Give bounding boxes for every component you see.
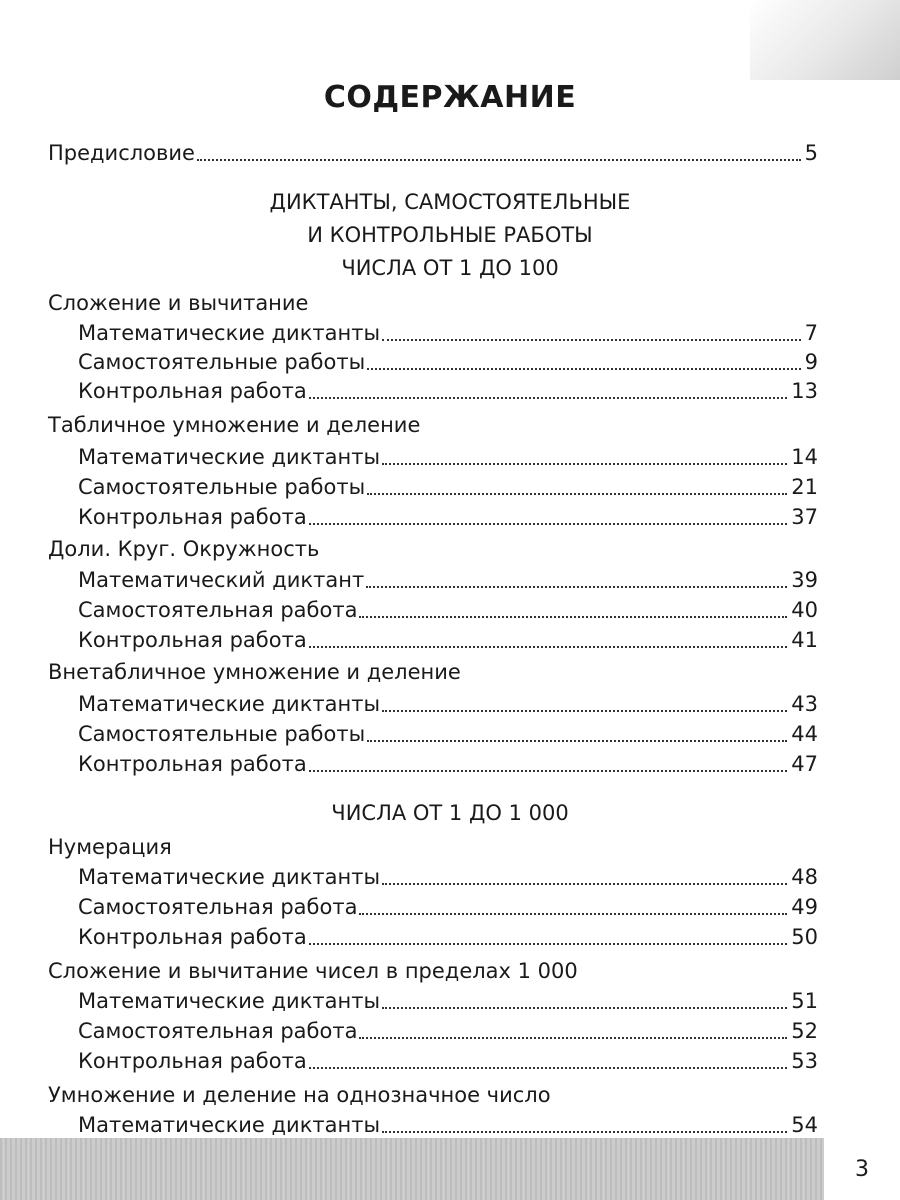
- toc-entry-page: 53: [791, 1049, 818, 1073]
- section-title: Доли. Круг. Окружность: [48, 537, 320, 561]
- dot-leader: [359, 616, 787, 618]
- dot-leader: [309, 770, 788, 772]
- toc-entry-label: Математические диктанты: [78, 865, 381, 889]
- toc-entry-label: Самостоятельная работа: [78, 598, 358, 622]
- toc-entry-page: 7: [804, 321, 818, 345]
- toc-entry: [78, 376, 818, 406]
- dot-leader: [366, 586, 787, 588]
- dot-leader: [382, 1007, 787, 1009]
- dot-leader: [197, 159, 801, 161]
- part-heading-1-100: ЧИСЛА ОТ 1 ДО 100: [341, 256, 559, 280]
- toc-entry-label: Математические диктанты: [78, 692, 381, 716]
- toc-entry-page: 14: [791, 445, 818, 469]
- toc-entry-page: 51: [791, 989, 818, 1013]
- section-title: Табличное умножение и деление: [48, 413, 421, 437]
- toc-entry-page: 21: [791, 475, 818, 499]
- toc-entry: [78, 347, 818, 377]
- toc-entry-label: Самостоятельные работы: [78, 475, 366, 499]
- toc-entry: [78, 442, 818, 472]
- toc-entry-label: Математический диктант: [78, 568, 365, 592]
- toc-entry-label: Контрольная работа: [78, 1049, 307, 1073]
- toc-entry-page: 49: [791, 895, 818, 919]
- toc-entry-label: Предисловие: [48, 141, 195, 165]
- bottom-strip: [0, 1138, 900, 1200]
- toc-entry-page: 41: [791, 628, 818, 652]
- section-title: Нумерация: [48, 835, 172, 859]
- toc-entry-page: 50: [791, 925, 818, 949]
- toc-entry-label: Самостоятельная работа: [78, 895, 358, 919]
- dot-leader: [309, 943, 788, 945]
- dot-leader: [382, 1131, 787, 1133]
- toc-entry-preface: [48, 138, 818, 168]
- dot-leader: [309, 397, 788, 399]
- section-title: Внетабличное умножение и деление: [48, 660, 461, 684]
- toc-entry-label: Математические диктанты: [78, 1113, 381, 1137]
- section-title: Сложение и вычитание: [48, 291, 309, 315]
- toc-entry-page: 47: [791, 752, 818, 776]
- toc-entry-label: Контрольная работа: [78, 379, 307, 403]
- toc-entry: [78, 689, 818, 719]
- toc-entry-page: 43: [791, 692, 818, 716]
- toc-entry: [78, 986, 818, 1016]
- toc-entry-page: 13: [791, 379, 818, 403]
- toc-entry: [78, 1110, 818, 1140]
- toc-entry: [78, 1046, 818, 1076]
- toc-entry: [78, 862, 818, 892]
- toc-entry-label: Контрольная работа: [78, 628, 307, 652]
- heading-line-2: И КОНТРОЛЬНЫЕ РАБОТЫ: [307, 223, 593, 247]
- toc-entry-label: Математические диктанты: [78, 989, 381, 1013]
- toc-entry: [78, 565, 818, 595]
- page-number: 3: [824, 1138, 900, 1200]
- toc-entry-page: 40: [791, 598, 818, 622]
- dot-leader: [309, 1067, 788, 1069]
- toc-entry-label: Самостоятельная работа: [78, 1019, 358, 1043]
- toc-entry: [78, 749, 818, 779]
- toc-entry-label: Контрольная работа: [78, 925, 307, 949]
- dot-leader: [382, 883, 787, 885]
- page-title: СОДЕРЖАНИЕ: [323, 80, 577, 115]
- toc-entry-label: Математические диктанты: [78, 321, 381, 345]
- toc-entry-page: 44: [791, 722, 818, 746]
- section-title: Сложение и вычитание чисел в пределах 1 000: [48, 959, 578, 983]
- toc-entry-label: Математические диктанты: [78, 445, 381, 469]
- dot-leader: [309, 646, 788, 648]
- dot-leader: [367, 368, 800, 370]
- toc-entry-label: Контрольная работа: [78, 752, 307, 776]
- heading-line-1: ДИКТАНТЫ, САМОСТОЯТЕЛЬНЫЕ: [269, 190, 631, 214]
- dot-leader: [367, 740, 787, 742]
- section-title: Умножение и деление на однозначное число: [48, 1083, 551, 1107]
- toc-entry-page: 39: [791, 568, 818, 592]
- toc-entry: [78, 892, 818, 922]
- toc-entry: [78, 595, 818, 625]
- toc-entry: [78, 472, 818, 502]
- dot-leader: [359, 913, 787, 915]
- dot-leader: [382, 710, 787, 712]
- toc-entry-label: Контрольная работа: [78, 505, 307, 529]
- toc-entry-page: 9: [804, 350, 818, 374]
- toc-entry: [78, 1016, 818, 1046]
- part-heading-1-1000: ЧИСЛА ОТ 1 ДО 1 000: [331, 801, 569, 825]
- toc-entry-page: 48: [791, 865, 818, 889]
- toc-entry-page: 54: [791, 1113, 818, 1137]
- toc-entry-page: 37: [791, 505, 818, 529]
- toc-entry-page: 5: [804, 141, 818, 165]
- toc-entry: [78, 502, 818, 532]
- dot-leader: [382, 339, 801, 341]
- dot-leader: [367, 493, 787, 495]
- corner-shadow: [750, 0, 900, 80]
- toc-entry: [78, 625, 818, 655]
- toc-entry: [78, 922, 818, 952]
- dot-leader: [309, 523, 788, 525]
- toc-entry-page: 52: [791, 1019, 818, 1043]
- dot-leader: [382, 463, 787, 465]
- toc-entry: [78, 719, 818, 749]
- toc-entry-label: Самостоятельные работы: [78, 350, 366, 374]
- dot-leader: [359, 1037, 787, 1039]
- toc-entry-label: Самостоятельные работы: [78, 722, 366, 746]
- toc-entry: [78, 318, 818, 348]
